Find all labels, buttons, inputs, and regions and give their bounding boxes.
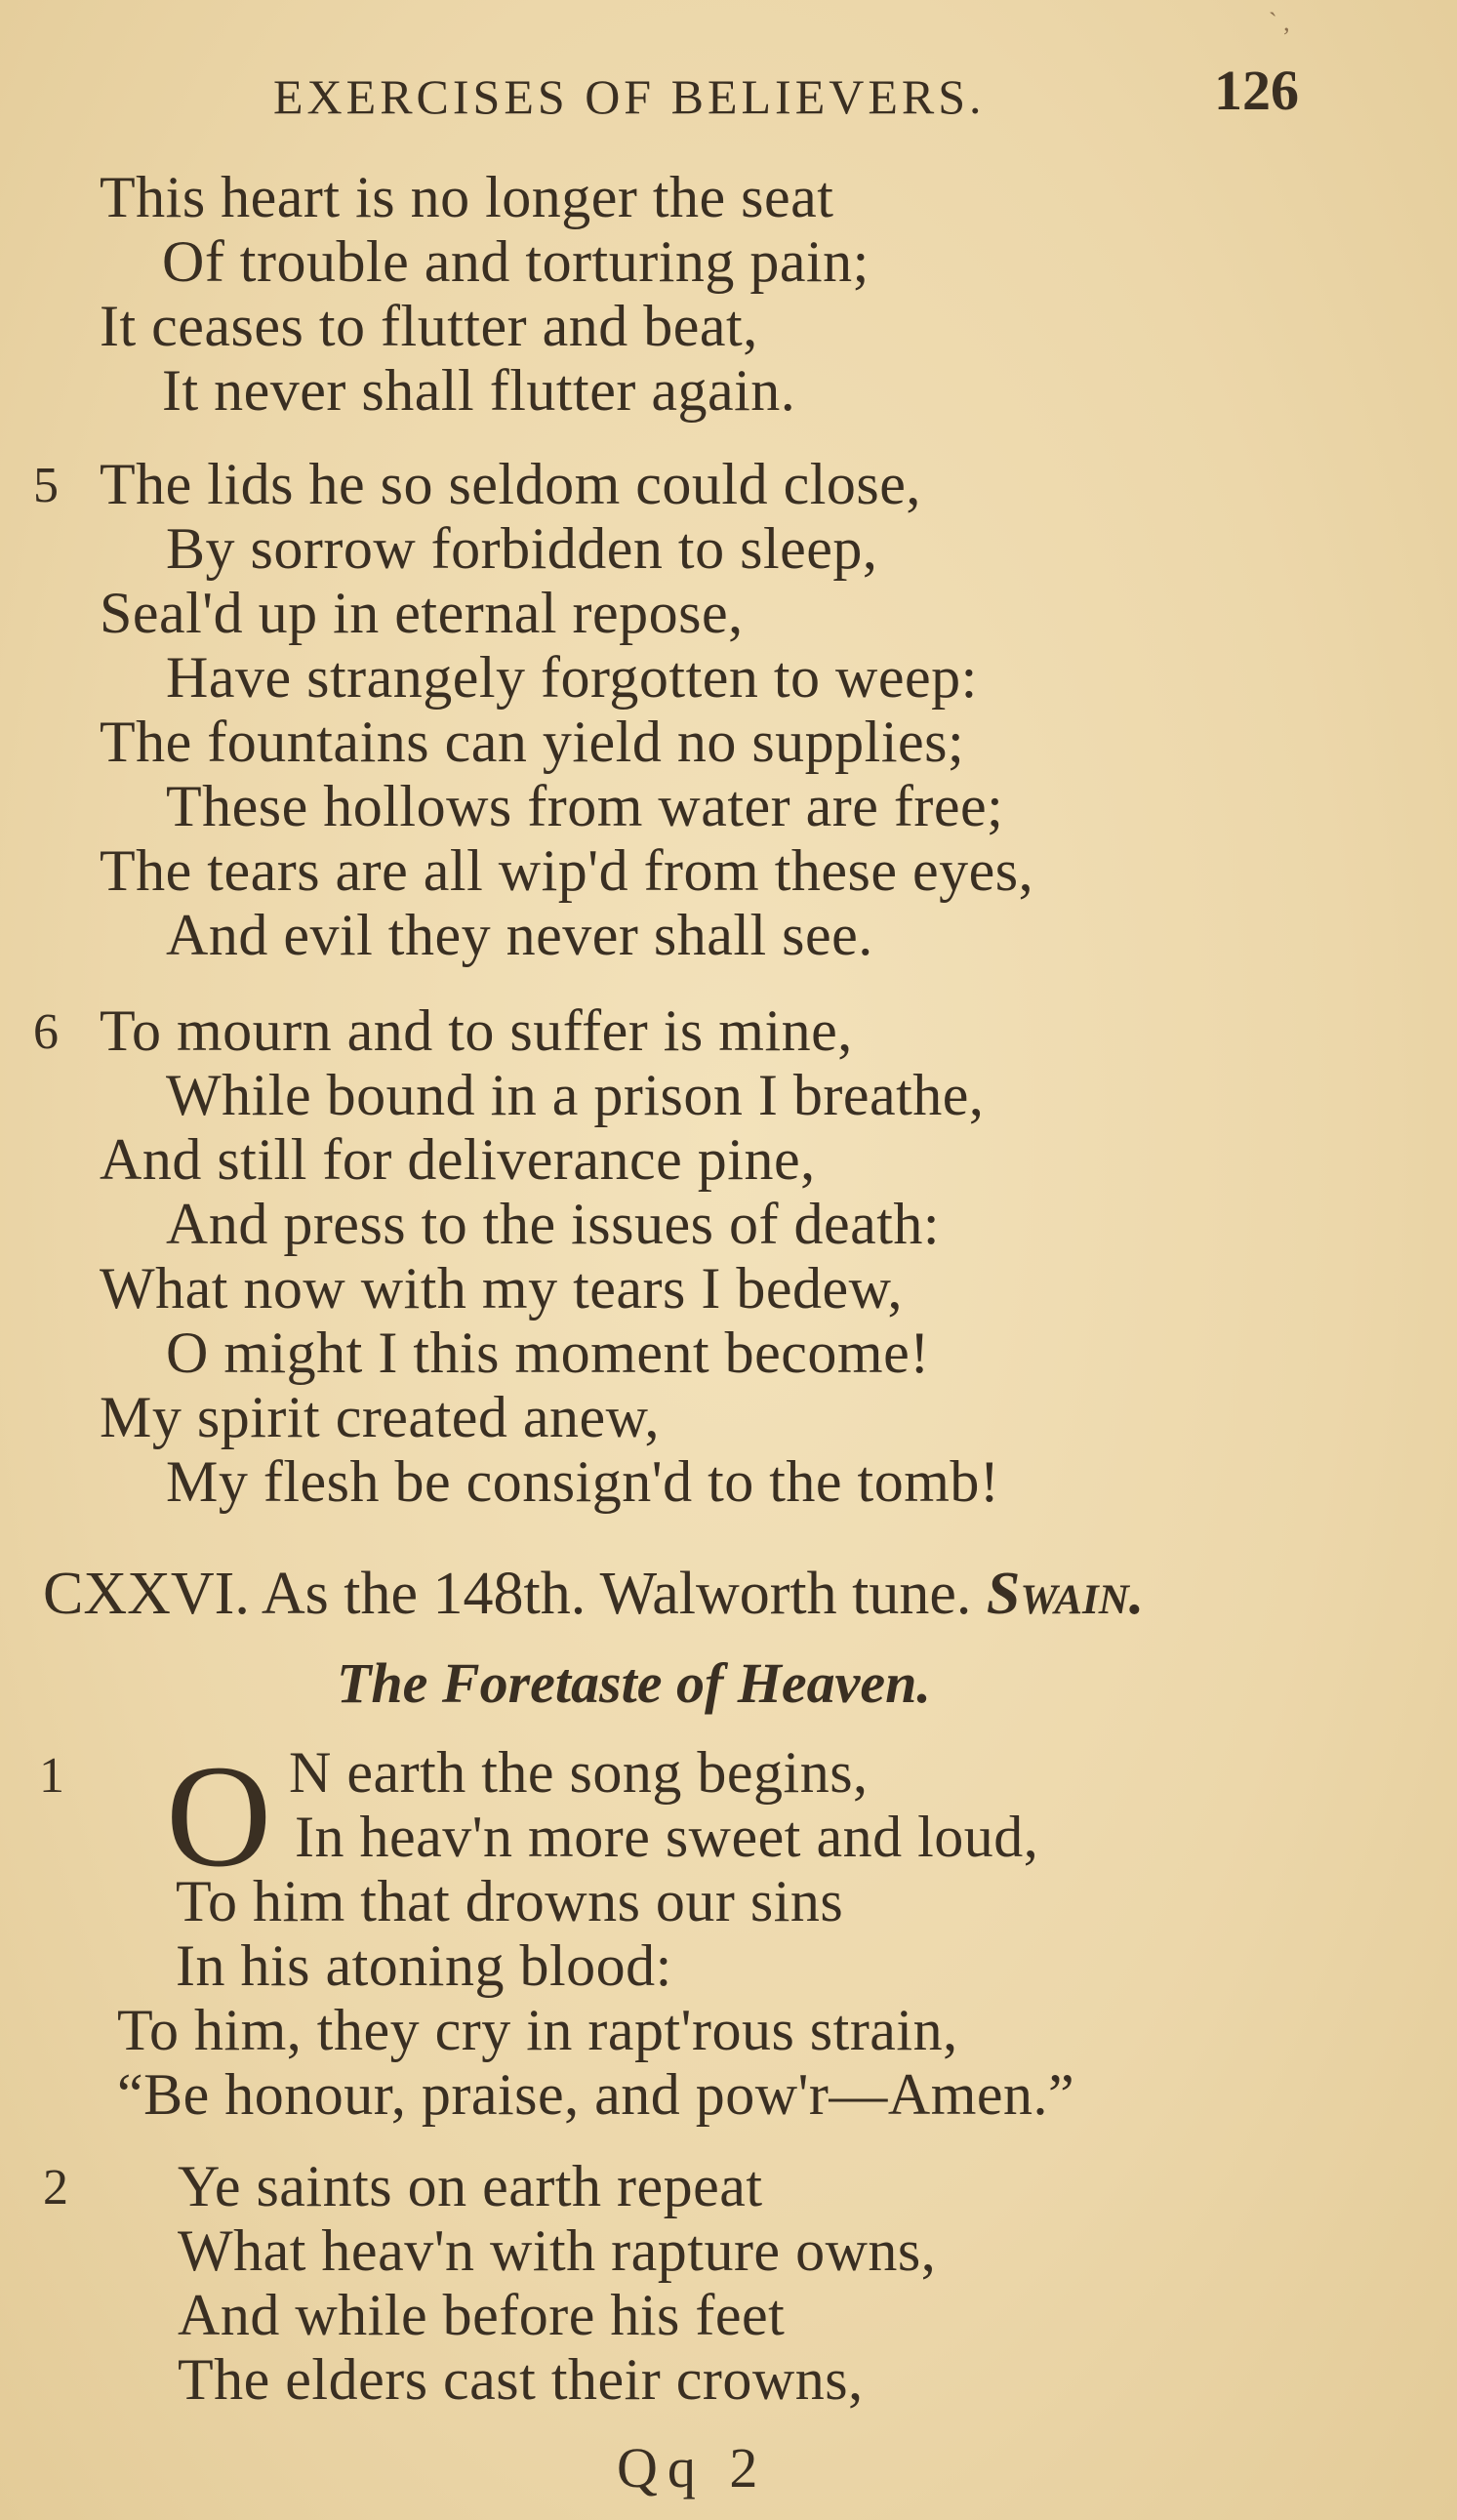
stanza-2-line: Ye saints on earth repeat [178,2154,763,2218]
hymn-subtitle: The Foretaste of Heaven. [337,1651,931,1715]
hymn-heading-text: CXXVI. As the 148th. Walworth tune. [43,1561,972,1627]
signature-mark: Qq 2 [617,2436,768,2500]
stanza-5-line: Have strangely forgotten to weep: [166,645,978,710]
stanza-2-line: What heav'n with rapture owns, [178,2218,937,2283]
stanza-1-number: 1 [39,1748,64,1804]
stanza-6-line: My flesh be consign'd to the tomb! [166,1449,1000,1514]
stanza-5-line: By sorrow forbidden to sleep, [166,516,878,581]
stanza-5-line: And evil they never shall see. [166,903,873,967]
stanza-6-line: And press to the issues of death: [166,1192,941,1256]
stanza-5-line: Seal'd up in eternal repose, [100,581,744,645]
stanza-1-line: To him that drowns our sins [176,1869,844,1933]
stanza-1-line: To him, they cry in rapt'rous strain, [117,1998,958,2062]
page-number: 126 [1214,59,1299,122]
stanza-6-line: O might I this moment become! [166,1321,930,1385]
stanza-6-line: My spirit created anew, [100,1385,661,1449]
stanza-1-line: N earth the song begins, [289,1740,869,1805]
stanza-4-line: It ceases to flutter and beat, [100,294,758,358]
stanza-6-line: While bound in a prison I breathe, [166,1063,985,1127]
stanza-1-line: In heav'n more sweet and loud, [295,1805,1039,1869]
stanza-2-number: 2 [43,2160,68,2215]
stanza-5-line: The lids he so seldom could close, [100,452,921,516]
hymn-author: Swain. [986,1561,1145,1627]
stanza-4-line: Of trouble and torturing pain; [162,229,870,294]
stanza-4-line: It never shall flutter again. [162,358,796,423]
hymn-heading [43,1561,1145,1627]
running-title: EXERCISES OF BELIEVERS. [273,69,986,124]
stanza-1-line: “Be honour, praise, and pow'r—Amen.” [117,2062,1075,2127]
stanza-5-line: These hollows from water are free; [166,774,1004,838]
stanza-5-line: The fountains can yield no supplies; [100,710,965,774]
drop-cap: O [166,1735,272,1897]
stanza-6-line: And still for deliverance pine, [100,1127,816,1192]
stanza-6-line: What now with my tears I bedew, [100,1256,904,1321]
stanza-4-line: This heart is no longer the seat [100,165,834,229]
stanza-6-line: To mourn and to suffer is mine, [100,998,853,1063]
page-corner-mark: ` , [1269,8,1290,36]
stanza-5-number: 5 [33,458,59,513]
stanza-1-line: In his atoning blood: [176,1933,672,1998]
stanza-6-number: 6 [33,1004,59,1060]
stanza-2-line: And while before his feet [178,2283,786,2347]
stanza-5-line: The tears are all wip'd from these eyes, [100,838,1034,903]
stanza-2-line: The elders cast their crowns, [178,2347,864,2412]
